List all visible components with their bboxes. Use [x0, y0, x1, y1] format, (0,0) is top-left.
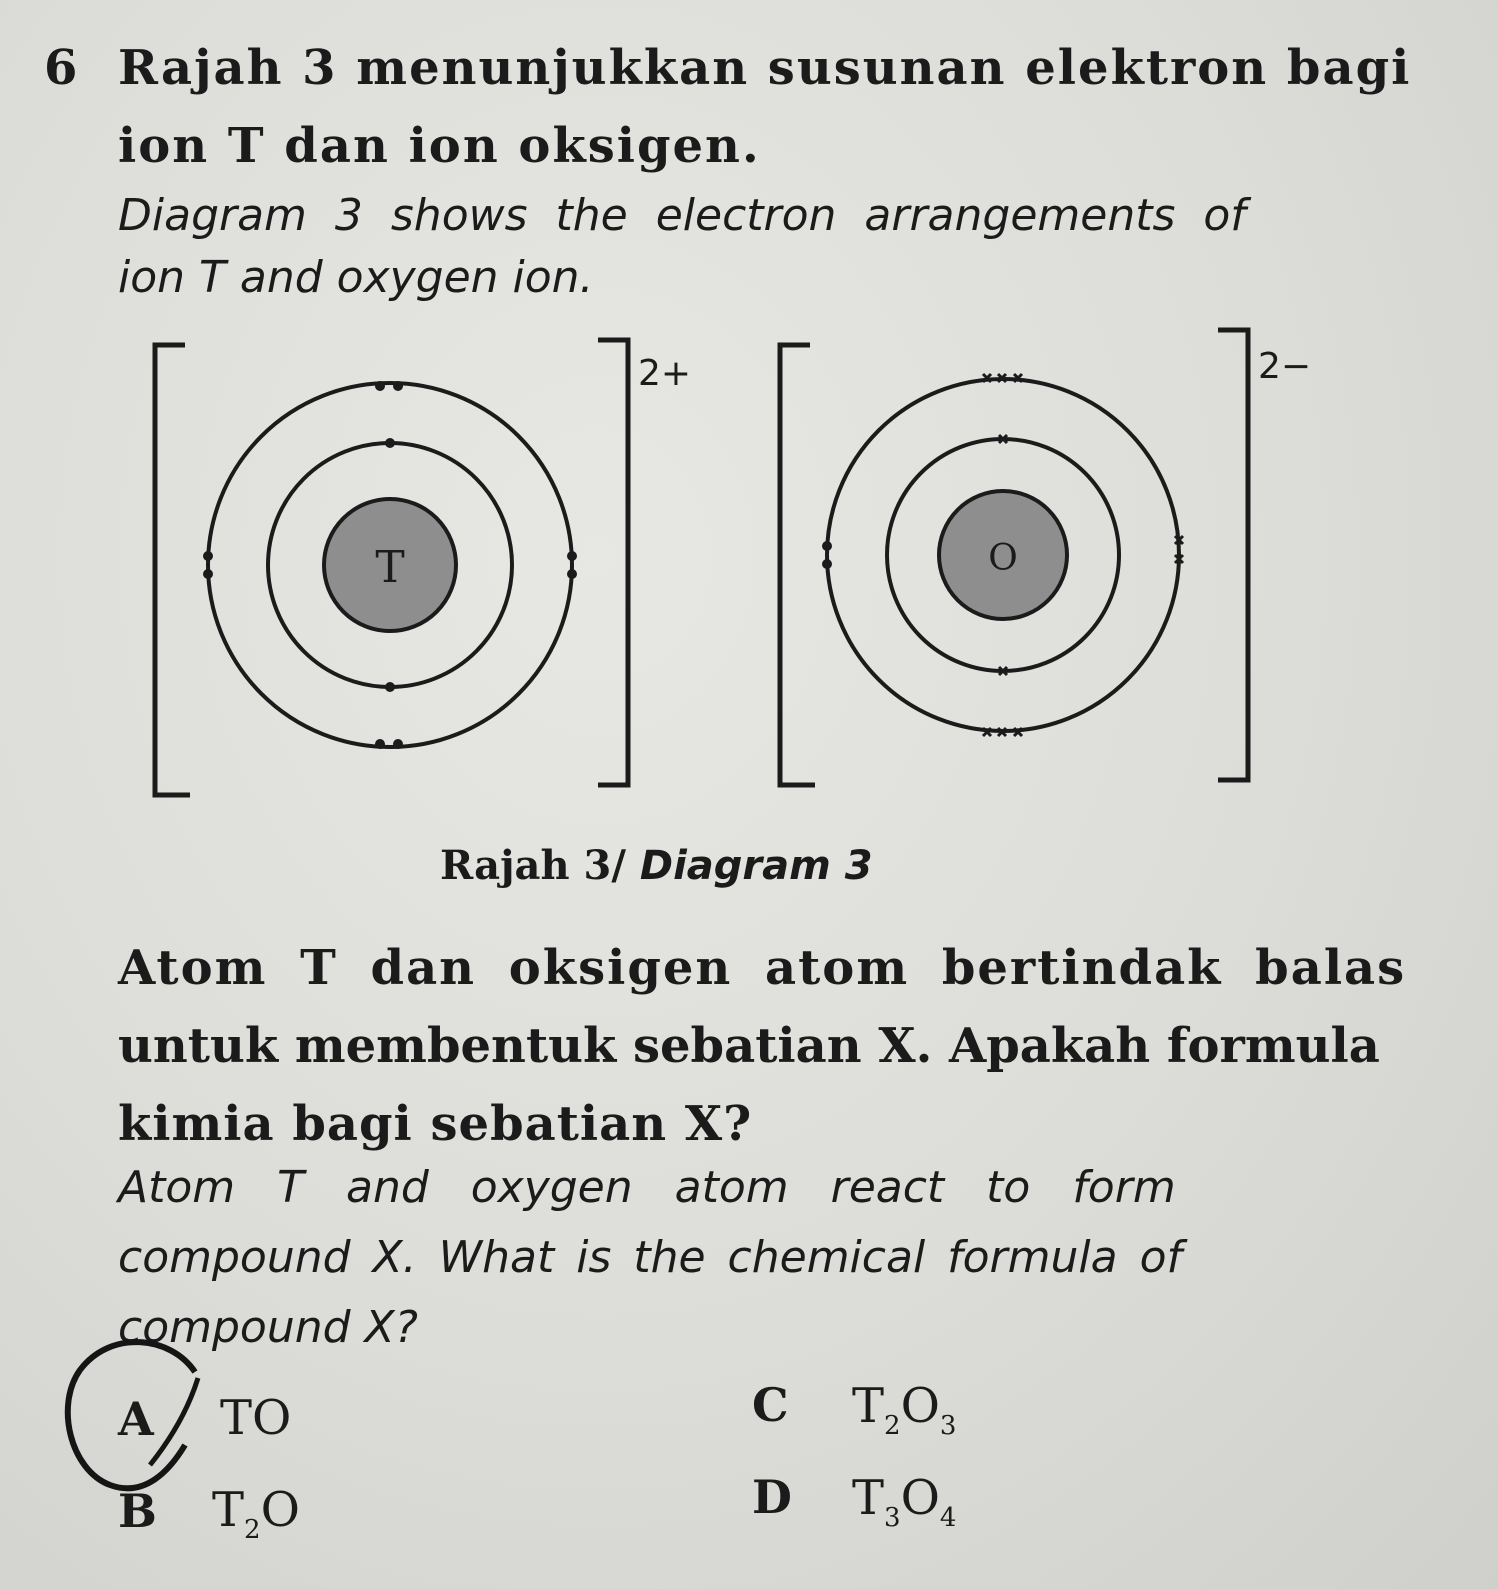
question-number: 6: [44, 40, 78, 96]
body-malay-line-2: untuk membentuk sebatian X. Apakah formula: [118, 1018, 1380, 1074]
body-malay-line-3: kimia bagi sebatian X?: [118, 1096, 753, 1152]
option-a-formula[interactable]: TO: [220, 1390, 292, 1446]
option-d-letter[interactable]: D: [752, 1470, 792, 1524]
intro-malay-line-2: ion T dan ion oksigen.: [118, 118, 761, 174]
intro-english-line-1: Diagram 3 shows the electron arrangements of: [118, 190, 1246, 241]
body-english-line-2: compound X. What is the chemical formula of: [118, 1232, 1182, 1283]
ion-o-symbol: O: [988, 538, 1018, 579]
ion-oxygen-diagram: [780, 330, 1311, 785]
ion-t-symbol: T: [375, 542, 405, 593]
intro-english-line-2: ion T and oxygen ion.: [118, 252, 594, 303]
option-c-formula[interactable]: $T_2O_3$: [852, 1378, 957, 1441]
ion-t-left-bracket: [155, 345, 190, 795]
ion-t-right-bracket: [598, 340, 628, 785]
ion-o-left-bracket: [780, 345, 815, 785]
option-c-letter[interactable]: C: [752, 1378, 789, 1432]
option-d-formula[interactable]: $T_3O_4$: [852, 1470, 957, 1533]
ion-t-charge: 2+: [638, 353, 692, 394]
caption-english: Diagram 3: [639, 843, 873, 889]
diagram-caption: [440, 842, 873, 889]
caption-malay: Rajah 3: [440, 842, 612, 889]
ion-o-charge: 2−: [1258, 346, 1312, 387]
ion-t-diagram: [155, 340, 691, 795]
body-english-line-1: Atom T and oxygen atom react to form: [118, 1162, 1176, 1213]
option-b-formula[interactable]: $T_2O$: [212, 1482, 300, 1545]
intro-malay-line-1: Rajah 3 menunjukkan susunan elektron bagi: [118, 40, 1412, 96]
option-a-letter[interactable]: A: [118, 1392, 154, 1446]
ion-o-right-bracket: [1218, 330, 1248, 780]
caption-separator: /: [611, 842, 626, 889]
option-b-letter[interactable]: B: [118, 1484, 157, 1538]
body-english-line-3: compound X?: [118, 1302, 419, 1353]
body-malay-line-1: Atom T dan oksigen atom bertindak balas: [118, 940, 1407, 996]
